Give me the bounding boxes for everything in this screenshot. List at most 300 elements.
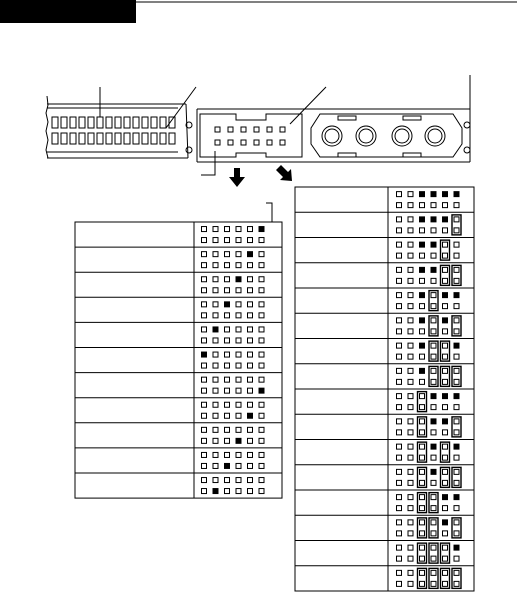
pin-open bbox=[420, 581, 425, 586]
pin-open bbox=[454, 253, 459, 258]
pin-open bbox=[408, 570, 413, 575]
pin-open bbox=[420, 556, 425, 561]
pin-open bbox=[225, 388, 230, 393]
connector-pin bbox=[61, 117, 67, 128]
pin-open bbox=[259, 302, 264, 307]
pin-open bbox=[225, 252, 230, 257]
pin-open bbox=[248, 388, 253, 393]
pin-filled bbox=[454, 495, 459, 500]
pin-open bbox=[213, 452, 218, 457]
pin-open bbox=[420, 531, 425, 536]
pin-open bbox=[408, 192, 413, 197]
pin-open bbox=[408, 217, 413, 222]
pin-open bbox=[408, 405, 413, 410]
pin-open bbox=[454, 267, 459, 272]
connector-pin bbox=[133, 133, 139, 144]
down-arrow-icon bbox=[229, 168, 245, 187]
connector-pin bbox=[169, 133, 175, 144]
pin-open bbox=[408, 329, 413, 334]
pin-open bbox=[443, 343, 448, 348]
pin-open bbox=[443, 531, 448, 536]
diagonal-arrow-icon bbox=[276, 165, 292, 181]
pin-open bbox=[248, 402, 253, 407]
pin-filled bbox=[443, 318, 448, 323]
pin-open bbox=[397, 379, 402, 384]
pin-open bbox=[454, 217, 459, 222]
pin-open bbox=[259, 489, 264, 494]
pin-open bbox=[397, 304, 402, 309]
pin-open bbox=[202, 252, 207, 257]
pin-open bbox=[213, 363, 218, 368]
pin-open bbox=[236, 478, 241, 483]
pin-filled bbox=[431, 444, 436, 449]
pin-open bbox=[420, 444, 425, 449]
pin-filled bbox=[431, 242, 436, 247]
pin-open bbox=[454, 531, 459, 536]
pin-open bbox=[397, 480, 402, 485]
pin-open bbox=[454, 506, 459, 511]
pin-open bbox=[420, 379, 425, 384]
pin-open bbox=[408, 556, 413, 561]
right-jumper-table bbox=[295, 187, 474, 591]
pin-open bbox=[420, 304, 425, 309]
pin-open bbox=[443, 329, 448, 334]
pin-filled bbox=[443, 192, 448, 197]
pin-open bbox=[202, 277, 207, 282]
pin-open bbox=[443, 444, 448, 449]
pin-open bbox=[202, 413, 207, 418]
pin-open bbox=[431, 379, 436, 384]
pin-filled bbox=[236, 277, 241, 282]
pin-open bbox=[259, 238, 264, 243]
pin-filled bbox=[225, 463, 230, 468]
pin-filled bbox=[431, 419, 436, 424]
pin-open bbox=[431, 354, 436, 359]
pin-open bbox=[431, 581, 436, 586]
pin-open bbox=[420, 278, 425, 283]
pin-open bbox=[397, 430, 402, 435]
pin-filled bbox=[236, 438, 241, 443]
pin-open bbox=[408, 480, 413, 485]
pin-open bbox=[248, 452, 253, 457]
pin-open bbox=[397, 405, 402, 410]
pin-open bbox=[431, 545, 436, 550]
pin-open bbox=[236, 252, 241, 257]
pin-open bbox=[202, 238, 207, 243]
pin-open bbox=[213, 288, 218, 293]
pin-open bbox=[454, 455, 459, 460]
pin-filled bbox=[443, 495, 448, 500]
pin-open bbox=[236, 402, 241, 407]
pin-open bbox=[397, 570, 402, 575]
pin-open bbox=[397, 343, 402, 348]
pin-filled bbox=[431, 217, 436, 222]
pin-open bbox=[248, 263, 253, 268]
pin-open bbox=[213, 252, 218, 257]
pin-filled bbox=[431, 267, 436, 272]
jumper-pin bbox=[267, 127, 272, 132]
header-tab bbox=[0, 0, 136, 23]
pin-open bbox=[213, 388, 218, 393]
pin-open bbox=[397, 203, 402, 208]
pin-open bbox=[431, 570, 436, 575]
pin-open bbox=[236, 263, 241, 268]
jumper-pin bbox=[267, 140, 272, 145]
pin-open bbox=[420, 520, 425, 525]
jumper-pin bbox=[280, 127, 285, 132]
pin-open bbox=[225, 363, 230, 368]
connector-pin bbox=[160, 133, 166, 144]
pin-open bbox=[443, 242, 448, 247]
pin-open bbox=[248, 327, 253, 332]
pin-open bbox=[443, 267, 448, 272]
connector-pin bbox=[79, 133, 85, 144]
pin-open bbox=[397, 192, 402, 197]
pin-open bbox=[431, 304, 436, 309]
pin-filled bbox=[443, 217, 448, 222]
pin-open bbox=[397, 455, 402, 460]
pin-open bbox=[202, 452, 207, 457]
pin-open bbox=[431, 556, 436, 561]
pin-open bbox=[443, 354, 448, 359]
pin-open bbox=[397, 253, 402, 258]
pin-open bbox=[259, 263, 264, 268]
connector-pin bbox=[142, 117, 148, 128]
pin-open bbox=[408, 506, 413, 511]
pin-open bbox=[202, 263, 207, 268]
pin-filled bbox=[213, 489, 218, 494]
pin-open bbox=[236, 227, 241, 232]
pin-filled bbox=[202, 352, 207, 357]
pin-open bbox=[248, 377, 253, 382]
pin-open bbox=[213, 227, 218, 232]
pin-open bbox=[443, 368, 448, 373]
pin-open bbox=[236, 413, 241, 418]
pin-open bbox=[408, 394, 413, 399]
pin-open bbox=[202, 288, 207, 293]
pin-filled bbox=[443, 419, 448, 424]
pin-open bbox=[431, 405, 436, 410]
pin-open bbox=[420, 394, 425, 399]
connector-pin bbox=[133, 117, 139, 128]
pin-open bbox=[213, 463, 218, 468]
pin-open bbox=[454, 304, 459, 309]
pin-open bbox=[408, 531, 413, 536]
pin-open bbox=[225, 338, 230, 343]
pin-open bbox=[213, 478, 218, 483]
pin-open bbox=[408, 318, 413, 323]
pin-open bbox=[259, 463, 264, 468]
pin-open bbox=[431, 455, 436, 460]
pin-open bbox=[397, 444, 402, 449]
pin-filled bbox=[420, 267, 425, 272]
connector-pin bbox=[52, 117, 58, 128]
pin-open bbox=[236, 489, 241, 494]
pin-open bbox=[225, 238, 230, 243]
pin-open bbox=[408, 520, 413, 525]
pin-open bbox=[248, 338, 253, 343]
pin-open bbox=[397, 469, 402, 474]
pin-open bbox=[202, 227, 207, 232]
pin-open bbox=[420, 480, 425, 485]
pin-open bbox=[431, 293, 436, 298]
pin-open bbox=[202, 327, 207, 332]
pin-open bbox=[454, 203, 459, 208]
pin-open bbox=[248, 438, 253, 443]
pin-open bbox=[213, 438, 218, 443]
pin-open bbox=[225, 452, 230, 457]
pin-open bbox=[431, 430, 436, 435]
pin-filled bbox=[454, 444, 459, 449]
pin-open bbox=[248, 489, 253, 494]
pin-filled bbox=[420, 217, 425, 222]
pin-open bbox=[259, 402, 264, 407]
pin-open bbox=[397, 293, 402, 298]
pin-filled bbox=[248, 413, 253, 418]
pin-open bbox=[431, 343, 436, 348]
pin-open bbox=[420, 354, 425, 359]
pin-open bbox=[259, 438, 264, 443]
connector-pin bbox=[142, 133, 148, 144]
jumper-pin bbox=[254, 127, 259, 132]
pin-open bbox=[213, 302, 218, 307]
pin-open bbox=[408, 253, 413, 258]
pin-open bbox=[431, 520, 436, 525]
pin-open bbox=[259, 338, 264, 343]
pin-open bbox=[225, 227, 230, 232]
pin-filled bbox=[454, 343, 459, 348]
connector-pin bbox=[106, 133, 112, 144]
pin-open bbox=[454, 318, 459, 323]
pin-open bbox=[236, 313, 241, 318]
pin-open bbox=[443, 469, 448, 474]
connector-pin bbox=[97, 133, 103, 144]
pin-open bbox=[397, 419, 402, 424]
connector-pin bbox=[151, 117, 157, 128]
pin-open bbox=[213, 352, 218, 357]
pin-filled bbox=[443, 520, 448, 525]
pin-open bbox=[443, 455, 448, 460]
pin-open bbox=[236, 427, 241, 432]
connector-pin bbox=[79, 117, 85, 128]
pin-open bbox=[443, 253, 448, 258]
pin-open bbox=[443, 570, 448, 575]
pin-open bbox=[236, 302, 241, 307]
pin-filled bbox=[420, 318, 425, 323]
pin-filled bbox=[454, 545, 459, 550]
connector-pin bbox=[70, 117, 76, 128]
pin-open bbox=[408, 354, 413, 359]
pin-open bbox=[236, 452, 241, 457]
pin-open bbox=[443, 405, 448, 410]
pin-open bbox=[408, 242, 413, 247]
pin-open bbox=[408, 495, 413, 500]
pin-open bbox=[443, 506, 448, 511]
pin-open bbox=[236, 338, 241, 343]
pin-open bbox=[236, 352, 241, 357]
pin-open bbox=[408, 581, 413, 586]
pin-open bbox=[225, 327, 230, 332]
pin-open bbox=[408, 368, 413, 373]
pin-open bbox=[408, 228, 413, 233]
jumper-pin bbox=[280, 140, 285, 145]
connector-pin bbox=[106, 117, 112, 128]
pin-open bbox=[443, 228, 448, 233]
pin-open bbox=[213, 377, 218, 382]
pin-open bbox=[259, 452, 264, 457]
callout-lines bbox=[100, 87, 326, 222]
pin-open bbox=[408, 419, 413, 424]
pin-open bbox=[408, 278, 413, 283]
pin-open bbox=[431, 368, 436, 373]
pin-filled bbox=[454, 394, 459, 399]
pin-open bbox=[248, 463, 253, 468]
pin-open bbox=[248, 352, 253, 357]
pin-open bbox=[248, 238, 253, 243]
pin-filled bbox=[420, 343, 425, 348]
pin-open bbox=[259, 252, 264, 257]
pin-open bbox=[202, 478, 207, 483]
pin-open bbox=[443, 379, 448, 384]
jumper-pin bbox=[228, 127, 233, 132]
pin-open bbox=[213, 277, 218, 282]
pin-open bbox=[397, 354, 402, 359]
pin-open bbox=[420, 405, 425, 410]
pin-open bbox=[454, 329, 459, 334]
pin-open bbox=[397, 506, 402, 511]
pin-open bbox=[202, 388, 207, 393]
left-jumper-table bbox=[75, 222, 282, 498]
pin-open bbox=[420, 495, 425, 500]
pin-open bbox=[408, 455, 413, 460]
connector-pin bbox=[88, 117, 94, 128]
pin-open bbox=[454, 379, 459, 384]
connector-pin bbox=[61, 133, 67, 144]
pin-open bbox=[202, 338, 207, 343]
pin-open bbox=[420, 228, 425, 233]
pin-filled bbox=[443, 293, 448, 298]
pin-open bbox=[408, 343, 413, 348]
pin-open bbox=[420, 203, 425, 208]
pin-filled bbox=[420, 368, 425, 373]
pin-open bbox=[248, 302, 253, 307]
connector-pin bbox=[124, 133, 130, 144]
pin-filled bbox=[431, 469, 436, 474]
jumper-pin bbox=[215, 140, 220, 145]
pin-open bbox=[431, 480, 436, 485]
connector-pin bbox=[115, 117, 121, 128]
pin-open bbox=[443, 545, 448, 550]
jumper-pin bbox=[228, 140, 233, 145]
pin-open bbox=[443, 304, 448, 309]
pin-open bbox=[225, 478, 230, 483]
pin-open bbox=[213, 263, 218, 268]
pin-open bbox=[431, 253, 436, 258]
pin-open bbox=[202, 377, 207, 382]
pin-open bbox=[397, 217, 402, 222]
pin-open bbox=[248, 277, 253, 282]
pin-open bbox=[397, 368, 402, 373]
pin-open bbox=[420, 419, 425, 424]
pin-open bbox=[259, 427, 264, 432]
pin-open bbox=[225, 413, 230, 418]
pin-open bbox=[420, 455, 425, 460]
connector-pin bbox=[151, 133, 157, 144]
pin-filled bbox=[248, 252, 253, 257]
pin-open bbox=[225, 263, 230, 268]
pin-open bbox=[431, 329, 436, 334]
pin-open bbox=[202, 302, 207, 307]
pin-open bbox=[454, 405, 459, 410]
pin-open bbox=[225, 313, 230, 318]
pin-open bbox=[408, 430, 413, 435]
pin-filled bbox=[420, 242, 425, 247]
pin-open bbox=[248, 478, 253, 483]
pin-filled bbox=[420, 192, 425, 197]
pin-open bbox=[431, 531, 436, 536]
pin-open bbox=[420, 545, 425, 550]
pin-filled bbox=[431, 192, 436, 197]
pin-open bbox=[420, 329, 425, 334]
pin-open bbox=[443, 480, 448, 485]
pin-open bbox=[443, 203, 448, 208]
pin-open bbox=[443, 581, 448, 586]
pin-open bbox=[431, 495, 436, 500]
pin-open bbox=[397, 495, 402, 500]
pin-filled bbox=[259, 227, 264, 232]
pin-open bbox=[213, 427, 218, 432]
pin-open bbox=[397, 394, 402, 399]
pin-open bbox=[454, 480, 459, 485]
pin-open bbox=[454, 520, 459, 525]
pin-open bbox=[213, 413, 218, 418]
pin-open bbox=[213, 238, 218, 243]
pin-open bbox=[408, 379, 413, 384]
pin-open bbox=[443, 278, 448, 283]
pin-filled bbox=[443, 394, 448, 399]
pin-open bbox=[259, 352, 264, 357]
pin-open bbox=[213, 402, 218, 407]
pin-open bbox=[248, 363, 253, 368]
pin-open bbox=[420, 253, 425, 258]
pin-open bbox=[431, 278, 436, 283]
pin-open bbox=[454, 228, 459, 233]
pin-open bbox=[236, 388, 241, 393]
pin-open bbox=[454, 430, 459, 435]
pin-open bbox=[248, 227, 253, 232]
pin-open bbox=[202, 489, 207, 494]
pin-open bbox=[236, 463, 241, 468]
pin-open bbox=[225, 427, 230, 432]
pin-open bbox=[225, 377, 230, 382]
pin-open bbox=[397, 545, 402, 550]
pin-open bbox=[397, 329, 402, 334]
pin-filled bbox=[225, 302, 230, 307]
pin-open bbox=[259, 327, 264, 332]
pin-open bbox=[443, 430, 448, 435]
pin-open bbox=[225, 489, 230, 494]
pin-open bbox=[225, 352, 230, 357]
pin-open bbox=[225, 402, 230, 407]
pin-open bbox=[397, 278, 402, 283]
pin-open bbox=[248, 313, 253, 318]
pin-open bbox=[431, 203, 436, 208]
pin-open bbox=[397, 520, 402, 525]
pin-open bbox=[397, 556, 402, 561]
connector-pin bbox=[52, 133, 58, 144]
pin-open bbox=[408, 304, 413, 309]
pin-open bbox=[454, 581, 459, 586]
